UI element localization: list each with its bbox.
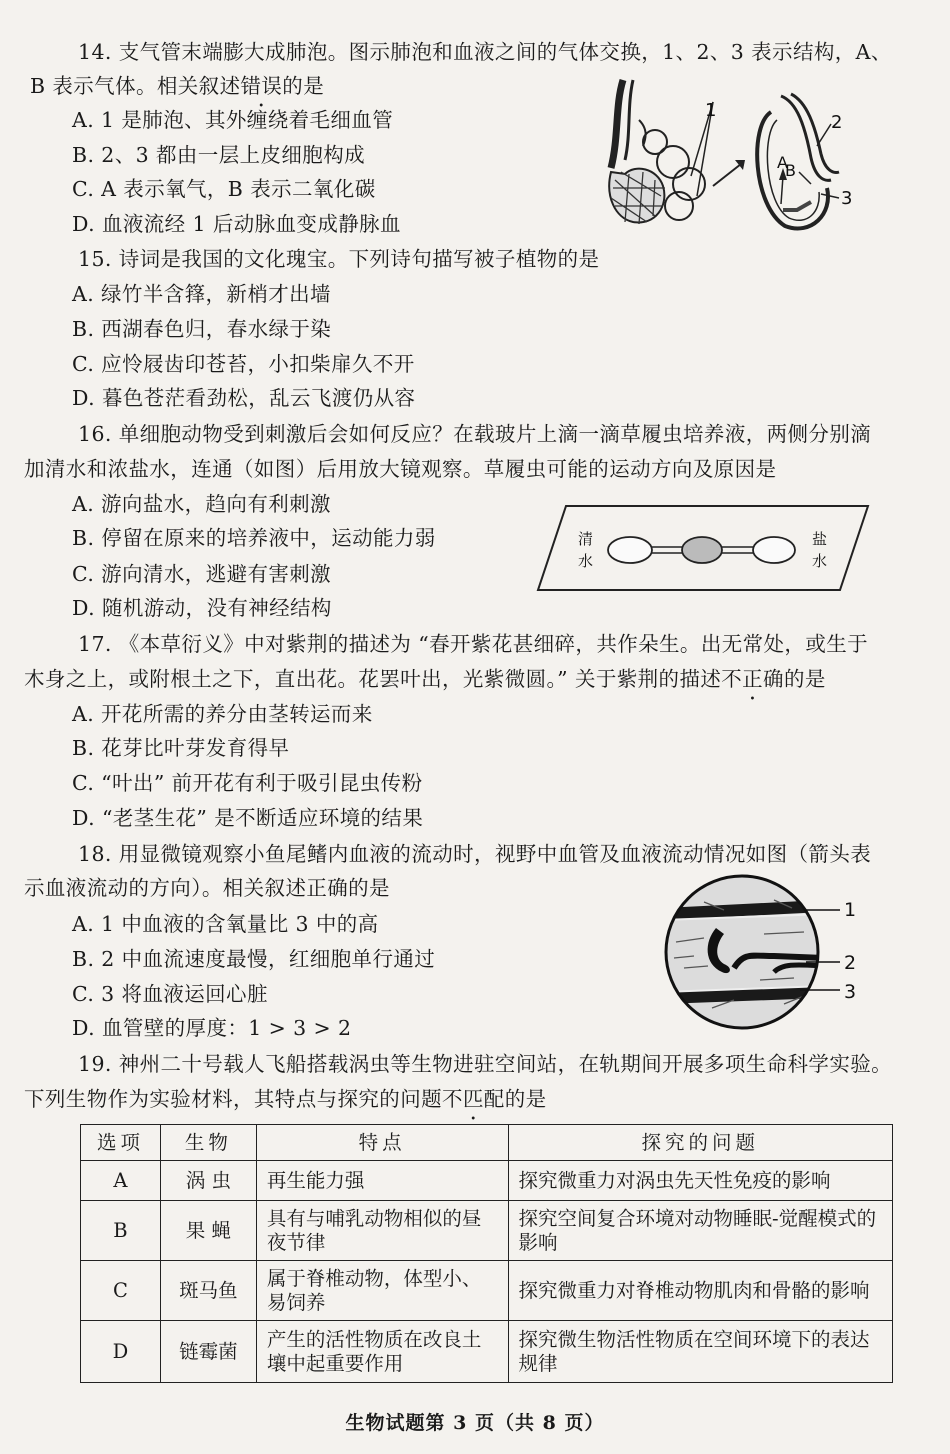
table-cell-organism: 涡 虫 <box>160 1161 256 1201</box>
fig16-label-fresh-2: 水 <box>578 552 594 570</box>
q17-option-b: B. 花芽比叶芽发育得早 <box>72 736 290 760</box>
table-header-cell: 生物 <box>160 1125 256 1161</box>
table-cell-question: 探究微重力对脊椎动物肌肉和骨骼的影响 <box>508 1261 892 1321</box>
q18-option-b: B. 2 中血流速度最慢，红细胞单行通过 <box>72 947 436 971</box>
q17-stem-line2: 木身之上，或附根土之下，直出花。花罢叶出，光紫微圆。” 关于紫荆的描述不正确的是 <box>24 667 826 691</box>
q19-table <box>80 1124 893 1383</box>
q17-option-c: C. “叶出” 前开花有利于吸引昆虫传粉 <box>72 771 423 795</box>
q17-option-a: A. 开花所需的养分由茎转运而来 <box>72 702 373 726</box>
q16-option-d: D. 随机游动，没有神经结构 <box>72 596 332 620</box>
table-cell-question: 探究微生物活性物质在空间环境下的表达规律 <box>508 1321 892 1383</box>
table-cell-option: A <box>81 1161 161 1201</box>
q17-option-d: D. “老茎生花” 是不断适应环境的结果 <box>72 806 424 830</box>
q16-option-a: A. 游向盐水，趋向有利刺激 <box>72 492 331 516</box>
table-row <box>81 1161 893 1201</box>
fig14-label-B: B <box>785 161 796 180</box>
q15-option-d: D. 暮色苍茫看劲松，乱云飞渡仍从容 <box>72 386 416 410</box>
q15-option-b: B. 西湖春色归，春水绿于染 <box>72 317 332 341</box>
table-cell-organism: 果 蝇 <box>160 1201 256 1261</box>
q18-stem-line1: 18. 用显微镜观察小鱼尾鳍内血液的流动时，视野中血管及血液流动情况如图（箭头表 <box>78 842 872 866</box>
q18-option-c: C. 3 将血液运回心脏 <box>72 982 268 1006</box>
table-cell-option: D <box>81 1321 161 1383</box>
microscope-figure <box>664 872 864 1032</box>
q16-stem-line1: 16. 单细胞动物受到刺激后会如何反应？在载玻片上滴一滴草履虫培养液，两侧分别滴 <box>78 422 872 446</box>
q15-option-c: C. 应怜屐齿印苍苔，小扣柴扉久不开 <box>72 352 415 376</box>
fig14-label-3: 3 <box>841 188 853 209</box>
fig18-label-1: 1 <box>844 899 857 921</box>
table-header-cell: 探究的问题 <box>508 1125 892 1161</box>
page-footer: 生物试题第 3 页（共 8 页） <box>345 1412 605 1434</box>
table-cell-option: C <box>81 1261 161 1321</box>
fig16-label-salt-2: 水 <box>812 552 828 570</box>
q18-option-d: D. 血管壁的厚度：1 > 3 > 2 <box>72 1016 352 1040</box>
q15-option-a: A. 绿竹半含箨，新梢才出墙 <box>72 282 331 306</box>
fig18-label-2: 2 <box>844 952 857 974</box>
table-header-cell: 特点 <box>256 1125 508 1161</box>
table-row <box>81 1261 893 1321</box>
q14-option-a: A. 1 是肺泡、其外缠绕着毛细血管 <box>72 108 394 132</box>
table-cell-feature: 属于脊椎动物，体型小、易饲养 <box>256 1261 508 1321</box>
emphasis-mark: 不正确 <box>721 667 784 691</box>
q17-stem-line1: 17. 《本草衍义》中对紫荆的描述为 “春开紫花甚细碎，共作朵生。出无常处，或生于 <box>78 632 869 656</box>
emphasis-mark: 不匹配 <box>442 1087 505 1111</box>
table-cell-question: 探究空间复合环境对动物睡眠-觉醒模式的影响 <box>508 1201 892 1261</box>
q14-stem-line2: B 表示气体。相关叙述错误的是 <box>30 74 325 98</box>
table-cell-feature: 具有与哺乳动物相似的昼夜节律 <box>256 1201 508 1261</box>
fig14-label-A: A <box>777 153 788 172</box>
q18-stem-line2: 示血液流动的方向）。相关叙述正确的是 <box>24 876 390 900</box>
q16-stem-line2: 加清水和浓盐水，连通（如图）后用放大镜观察。草履虫可能的运动方向及原因是 <box>24 457 777 481</box>
q14-option-d: D. 血液流经 1 后动脉血变成静脉血 <box>72 212 401 236</box>
table-cell-option: B <box>81 1201 161 1261</box>
slide-figure <box>536 502 872 594</box>
table-cell-organism: 链霉菌 <box>160 1321 256 1383</box>
q19-stem-line1: 19. 神州二十号载人飞船搭载涡虫等生物进驻空间站，在轨期间开展多项生命科学实验。 <box>78 1052 893 1076</box>
fig14-label-1: 1 <box>705 100 717 121</box>
q14-option-c: C. A 表示氧气，B 表示二氧化碳 <box>72 177 376 201</box>
table-row <box>81 1321 893 1383</box>
table-cell-question: 探究微重力对涡虫先天性免疫的影响 <box>508 1161 892 1201</box>
fig14-label-2: 2 <box>831 112 843 133</box>
table-header-row <box>81 1125 893 1161</box>
emphasis-mark: 错误 <box>240 74 283 98</box>
table-cell-feature: 产生的活性物质在改良土壤中起重要作用 <box>256 1321 508 1383</box>
fig16-label-salt-1: 盐 <box>812 530 828 548</box>
q18-option-a: A. 1 中血液的含氧量比 3 中的高 <box>72 912 379 936</box>
q14-stem-line1: 14. 支气管末端膨大成肺泡。图示肺泡和血液之间的气体交换，1、2、3 表示结构，A、 <box>78 40 892 64</box>
q15-stem: 15. 诗词是我国的文化瑰宝。下列诗句描写被子植物的是 <box>78 247 600 271</box>
q14-option-b: B. 2、3 都由一层上皮细胞构成 <box>72 143 365 167</box>
table-row <box>81 1201 893 1261</box>
alveoli-figure <box>585 76 865 236</box>
q16-option-c: C. 游向清水，逃避有害刺激 <box>72 562 332 586</box>
fig16-label-fresh-1: 清 <box>578 530 594 548</box>
table-cell-feature: 再生能力强 <box>256 1161 508 1201</box>
table-cell-organism: 斑马鱼 <box>160 1261 256 1321</box>
q16-option-b: B. 停留在原来的培养液中，运动能力弱 <box>72 526 436 550</box>
table-header-cell: 选项 <box>81 1125 161 1161</box>
fig18-label-3: 3 <box>844 981 857 1003</box>
q19-stem-line2: 下列生物作为实验材料，其特点与探究的问题不匹配的是 <box>24 1087 547 1111</box>
